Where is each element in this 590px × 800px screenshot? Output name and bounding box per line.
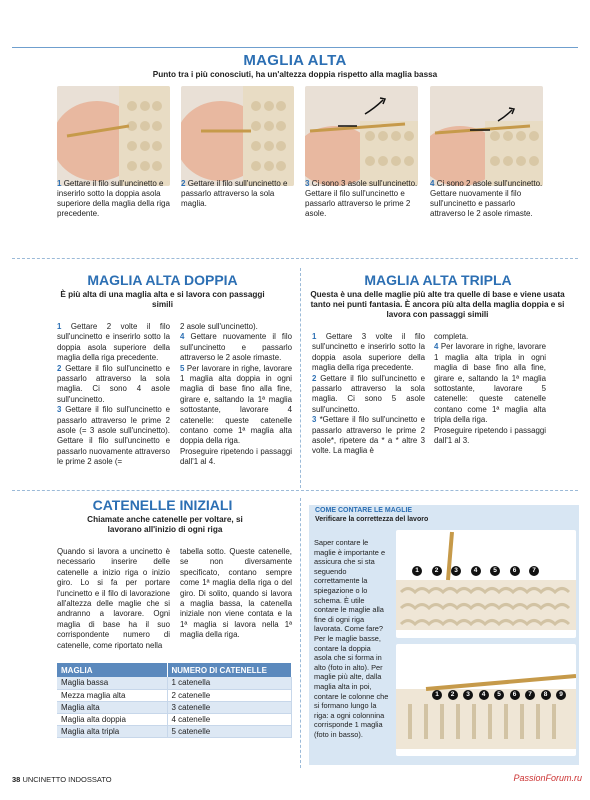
- table-row: [57, 713, 292, 725]
- table-cell: 4 catenelle: [167, 713, 292, 725]
- top-rule: [12, 47, 578, 48]
- count-marker: 9: [556, 690, 566, 700]
- table-cell: 2 catenelle: [167, 689, 292, 701]
- maglia-alta-doppia-title: MAGLIA ALTA DOPPIA: [87, 272, 238, 288]
- count-marker: 2: [448, 690, 458, 700]
- table-header-numero: NUMERO DI CATENELLE: [167, 663, 292, 677]
- watermark: PassionForum.ru: [513, 773, 582, 783]
- count-photo-bottom: [396, 644, 576, 756]
- count-marker: 6: [510, 566, 520, 576]
- count-marker: 1: [432, 690, 442, 700]
- section-divider-2: [12, 490, 578, 491]
- count-marker: 6: [510, 690, 520, 700]
- page-footer: [12, 775, 112, 784]
- column-divider-1: [300, 268, 301, 488]
- table-cell: Maglia alta: [57, 701, 167, 713]
- count-marker: 5: [490, 566, 500, 576]
- count-marker: 1: [412, 566, 422, 576]
- count-marker: 4: [471, 566, 481, 576]
- counting-box-title: COME CONTARE LE MAGLIE: [315, 507, 413, 514]
- catenelle-table: [57, 663, 292, 738]
- catenelle-col1: Quando si lavora a uncinetto è necessario inserire delle catenelle a inizio riga o inizio giro. Lo si fa per portare l'uncinetto e il filo di lavorazione all'altezza delle maglie che si andranno a lavorare. Ogni maglia di base ha il suo corrispondente numero di catenelle, come riportato nella: [57, 547, 170, 650]
- count-marker: 8: [541, 690, 551, 700]
- count-marker: 4: [479, 690, 489, 700]
- table-cell: Maglia alta doppia: [57, 713, 167, 725]
- maglia-alta-tripla-col2: completa. 4 Per lavorare in righe, lavorare 1 maglia alta tripla in ogni maglia di base fino alla fine, girare e, saltando la 1ª maglia sottostante, lavorare 5 catenelle: queste catenelle contano come 1ª maglia alta tripla della riga. Proseguire ripetendo i passaggi dall'1 al 3.: [434, 332, 546, 446]
- table-cell: Maglia alta tripla: [57, 725, 167, 737]
- step-2-caption: 2 Gettare il filo sull'uncinetto e passarlo attraverso la sola maglia.: [181, 179, 288, 208]
- count-marker: 3: [463, 690, 473, 700]
- magazine-name: UNCINETTO INDOSSATO: [22, 775, 112, 784]
- table-cell: Maglia bassa: [57, 677, 167, 689]
- step-2-photo: [181, 86, 294, 186]
- maglia-alta-tripla-subtitle: Questa è una delle maglie più alte tra quelle di base e viene usata tanto nei punti fantasia. È ancora più alta della maglia doppia e si lavora con passaggi simili: [310, 290, 565, 319]
- step-4-caption: 4 Ci sono 2 asole sull'uncinetto. Gettare nuovamente il filo sull'uncinetto e passarlo attraverso le 2 asole rimaste.: [430, 179, 543, 218]
- maglia-alta-doppia-col1: 1 Gettare 2 volte il filo sull'uncinetto e inserirlo sotto la doppia asola superiore della maglia della riga precedente. 2 Gettare il filo sull'uncinetto e passarlo attraverso la sola maglia. Ci sono 4 asole sull'uncinetto. 3 Gettare il filo sull'uncinetto e passarlo attraverso le prime 2 asole (= 3 asole sull'uncinetto). Gettare il filo sull'uncinetto e passarlo nuovamente attraverso le prime 2 asole (=: [57, 322, 170, 467]
- table-row: [57, 677, 292, 689]
- maglia-alta-doppia-subtitle: È più alta di una maglia alta e si lavora con passaggi simili: [60, 290, 265, 309]
- step-1-photo: [57, 86, 170, 186]
- table-row: [57, 689, 292, 701]
- step-4-photo: [430, 86, 543, 186]
- table-cell: 3 catenelle: [167, 701, 292, 713]
- table-header-row: [57, 663, 292, 677]
- catenelle-col2: tabella sotto. Queste catenelle, se non diversamente specificato, contano sempre come 1ª maglia della riga o del giro. Di solito, quando si lavora a maglia bassa, la catenella iniziale non viene contata e la 1ª maglia si lavora nella 1ª maglia della riga.: [180, 547, 292, 640]
- count-photo-top: [396, 530, 576, 638]
- count-marker: 5: [494, 690, 504, 700]
- counting-box-text: Saper contare le maglie è importante e assicura che si sta seguendo correttamente la spiegazione o lo schema. È utile contare le maglie alla fine di ogni riga lavorata. Come fare? Per le maglie basse, contare la doppia asola che si forma in alto (foto in alto). Per maglie più alte, dalla maglia alta in poi, contare le colonne che si formano lungo la riga: a ogni colonnina corrisponde 1 maglia (foto in basso).: [314, 538, 389, 739]
- catenelle-title: CATENELLE INIZIALI: [92, 497, 233, 513]
- table-row: [57, 701, 292, 713]
- table-cell: Mezza maglia alta: [57, 689, 167, 701]
- table-cell: 5 catenelle: [167, 725, 292, 737]
- counting-box-subtitle: Verificare la correttezza del lavoro: [315, 516, 429, 523]
- maglia-alta-title: MAGLIA ALTA: [243, 52, 347, 69]
- page-number: 38: [12, 775, 21, 784]
- table-cell: 1 catenella: [167, 677, 292, 689]
- table-header-maglia: MAGLIA: [57, 663, 167, 677]
- count-marker: 7: [525, 690, 535, 700]
- table-row: [57, 725, 292, 737]
- maglia-alta-tripla-col1: 1 Gettare 3 volte il filo sull'uncinetto e inserirlo sotto la doppia asola superiore della maglia della riga precedente. 2 Gettare il filo sull'uncinetto e passarlo attraverso la sola maglia. Ci sono 5 asole sull'uncinetto. 3 *Gettare il filo sull'uncinetto e passarlo attraverso le prime 2 asole*, ripetere da * a * altre 3 volte. La maglia è: [312, 332, 425, 456]
- section-divider-1: [12, 258, 578, 259]
- step-3-caption: 3 Ci sono 3 asole sull'uncinetto. Gettare il filo sull'uncinetto e passarlo attraverso le prime 2 asole.: [305, 179, 418, 218]
- maglia-alta-subtitle: Punto tra i più conosciuti, ha un'altezza doppia rispetto alla maglia bassa: [152, 70, 438, 79]
- count-marker: 3: [451, 566, 461, 576]
- catenelle-subtitle: Chiamate anche catenelle per voltare, si lavorano all'inizio di ogni riga: [87, 515, 243, 534]
- step-3-photo: [305, 86, 418, 186]
- count-marker: 2: [432, 566, 442, 576]
- column-divider-2: [300, 498, 301, 768]
- count-marker: 7: [529, 566, 539, 576]
- step-1-caption: 1 Gettare il filo sull'uncinetto e inserirlo sotto la doppia asola superiore della maglia della riga precedente.: [57, 179, 170, 218]
- maglia-alta-tripla-title: MAGLIA ALTA TRIPLA: [364, 272, 512, 288]
- maglia-alta-doppia-col2: 2 asole sull'uncinetto). 4 Gettare nuovamente il filo sull'uncinetto e passarlo attraverso le 2 asole rimaste. 5 Per lavorare in righe, lavorare 1 maglia alta doppia in ogni maglia di base fino alla fine, girare e, saltando la 1ª maglia sottostante, lavorare 4 catenelle: queste catenelle contano come 1ª maglia alta doppia della riga. Proseguire ripetendo i passaggi dall'1 al 4.: [180, 322, 292, 467]
